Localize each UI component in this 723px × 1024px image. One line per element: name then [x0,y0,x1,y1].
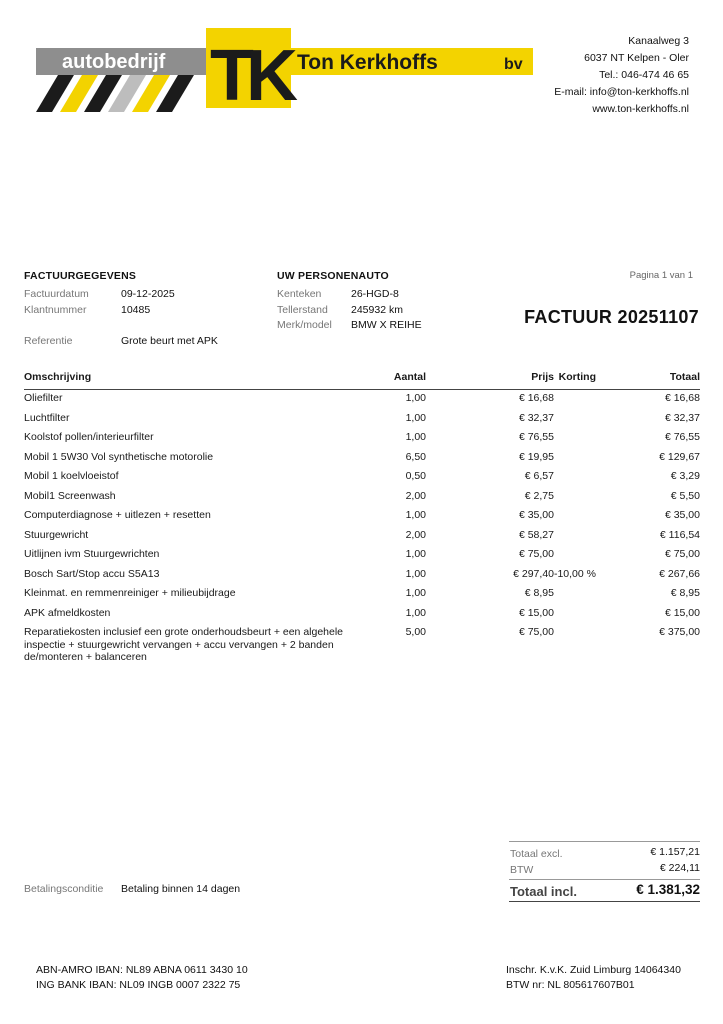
line-price: € 76,55 [518,431,554,443]
line-price: € 6,57 [524,470,554,482]
page-number: Pagina 1 van 1 [629,270,693,281]
table-row [24,585,700,605]
invoice-date-label: Factuurdatum [24,288,89,300]
plate-label: Kenteken [277,288,322,300]
invoice-info-title: FACTUURGEGEVENS [24,270,137,282]
totals-divider-2 [509,879,700,880]
line-description: Mobil 1 5W30 Vol synthetische motorolie [24,450,214,463]
table-row [24,546,700,566]
footer-kvk: Inschr. K.v.K. Zuid Limburg 14064340 [506,964,681,976]
line-total: € 5,50 [670,489,700,502]
line-price: € 16,68 [518,392,554,404]
logo-text-left: autobedrijf [62,51,166,73]
line-total: € 32,37 [664,411,700,424]
table-row [24,566,700,586]
plate-value: 26-HGD-8 [351,288,399,300]
line-total: € 267,66 [659,567,700,580]
header-quantity: Aantal [393,371,426,383]
line-total: € 375,00 [659,626,700,638]
address-city: 6037 NT Kelpen - Oler [584,52,689,64]
line-quantity: 1,00 [405,411,426,424]
line-description: Computerdiagnose + uitlezen + resetten [24,509,211,521]
company-address [554,33,689,118]
line-total: € 129,67 [659,450,700,463]
line-description: Luchtfilter [24,411,70,424]
line-total: € 8,95 [670,587,700,599]
company-logo [30,26,535,112]
table-row [24,410,700,430]
payment-value: Betaling binnen 14 dagen [121,883,241,895]
header-discount: Korting [558,371,596,383]
invoice-title: FACTUUR 20251107 [524,307,699,327]
table-row [24,449,700,469]
line-quantity: 2,00 [405,528,426,541]
line-total: € 16,68 [664,392,700,404]
line-total: € 76,55 [664,431,700,443]
odometer-label: Tellerstand [277,304,328,316]
totals-divider-3 [509,901,700,902]
total-excl-label: Totaal excl. [510,848,563,860]
footer-bank-2: ING BANK IBAN: NL09 INGB 0007 2322 75 [36,979,241,991]
line-quantity: 1,00 [405,509,426,521]
address-phone: Tel.: 046-474 46 65 [599,69,689,81]
table-row [24,527,700,547]
header-total: Totaal [669,371,700,383]
line-total: € 75,00 [664,548,700,560]
line-price: € 15,00 [518,606,554,619]
line-quantity: 5,00 [405,626,426,638]
reference-label: Referentie [24,335,73,347]
odometer-value: 245932 km [351,304,403,316]
line-description: Kleinmat. en remmenreiniger + milieubijdrage [24,587,236,599]
footer-vat-number: BTW nr: NL 805617607B01 [506,979,635,991]
line-price: € 2,75 [524,489,554,502]
line-price: € 75,00 [518,548,554,560]
customer-number-label: Klantnummer [24,304,87,316]
line-description: Reparatiekosten inclusief een grote onderhoudsbeurt + een algehele inspectie + stuurgewricht vervangen + accu vervangen + 2 banden de/monteren + balanceren [24,626,344,663]
address-website: www.ton-kerkhoffs.nl [592,103,689,115]
address-email: E-mail: info@ton-kerkhoffs.nl [554,86,689,98]
line-price: € 75,00 [518,626,554,638]
line-description: Bosch Sart/Stop accu S5A13 [24,567,160,580]
model-value: BMW X REIHE [351,319,422,331]
line-quantity: 1,00 [405,431,426,443]
line-price: € 19,95 [518,450,554,463]
line-quantity: 6,50 [405,450,426,463]
vat-value: € 224,11 [659,862,700,874]
header-description: Omschrijving [24,371,92,383]
logo-graphic [30,26,535,112]
line-discount: -10,00 % [553,567,596,580]
table-row [24,390,700,410]
table-row [24,605,700,625]
vat-label: BTW [510,864,534,876]
line-description: Stuurgewricht [24,528,89,541]
line-description: Mobil1 Screenwash [24,489,116,502]
table-header [24,371,700,390]
table-row [24,429,700,449]
table-row [24,488,700,508]
line-description: Uitlijnen ivm Stuurgewrichten [24,548,160,560]
line-description: Mobil 1 koelvloeistof [24,470,119,482]
line-total: € 3,29 [670,470,700,482]
total-incl-value: € 1.381,32 [636,882,700,897]
line-total: € 35,00 [664,509,700,521]
line-quantity: 1,00 [405,606,426,619]
line-quantity: 2,00 [405,489,426,502]
vehicle-title: UW PERSONENAUTO [277,270,389,282]
line-quantity: 1,00 [405,567,426,580]
logo-text-suffix: bv [504,56,523,73]
invoice-date-value: 09-12-2025 [121,288,175,300]
line-price: € 35,00 [518,509,554,521]
line-total: € 116,54 [659,528,700,541]
line-description: APK afmeldkosten [24,606,111,619]
footer-bank-1: ABN-AMRO IBAN: NL89 ABNA 0611 3430 10 [36,964,248,976]
logo-text-tk: TK [210,36,290,112]
line-description: Koolstof pollen/interieurfilter [24,431,154,443]
model-label: Merk/model [277,319,332,331]
reference-value: Grote beurt met APK [121,335,218,347]
table-row [24,507,700,527]
customer-number-value: 10485 [121,304,151,316]
line-price: € 32,37 [518,411,554,424]
table-row [24,468,700,488]
line-quantity: 1,00 [405,548,426,560]
line-total: € 15,00 [664,606,700,619]
logo-text-name: Ton Kerkhoffs [297,51,438,74]
line-quantity: 0,50 [405,470,426,482]
invoice-lines [24,390,700,668]
total-excl-value: € 1.157,21 [650,846,700,858]
line-quantity: 1,00 [405,392,426,404]
line-price: € 8,95 [524,587,554,599]
header-price: Prijs [531,371,554,383]
line-description: Oliefilter [24,392,63,404]
table-row [24,624,700,668]
line-price: € 297,40 [513,567,554,580]
line-price: € 58,27 [518,528,554,541]
totals-divider [509,841,700,842]
payment-label: Betalingsconditie [24,883,104,895]
address-street: Kanaalweg 3 [628,35,689,47]
line-quantity: 1,00 [405,587,426,599]
total-incl-label: Totaal incl. [510,884,577,899]
